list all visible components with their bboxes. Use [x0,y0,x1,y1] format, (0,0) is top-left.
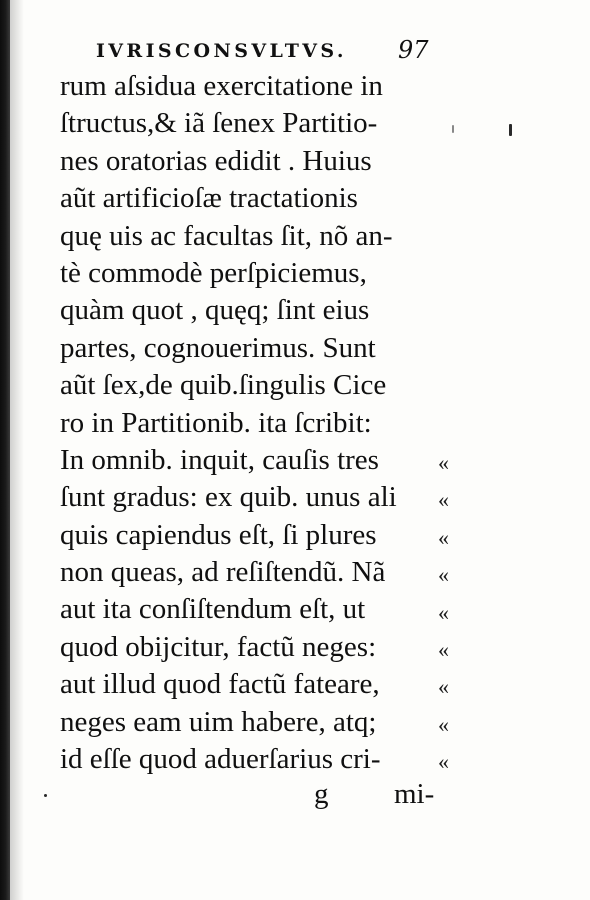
text-line: tè commodè perſpiciemus, [60,256,367,289]
text-line: ſunt gradus: ex quib. unus ali [60,481,397,514]
quote-mark: « [438,599,447,625]
text-line: aut illud quod factũ fateare, [60,668,380,701]
text-line: quod obijcitur, factũ neges: [60,630,377,663]
ink-speck [44,794,47,797]
signature-mark: g [314,778,329,810]
text-line: quàm quot , quęq; ſint eius [60,294,370,327]
running-head [96,36,436,70]
page-footer [60,772,440,812]
binding-shadow [10,0,24,900]
text-line: aũt artificioſæ tractationis [60,182,358,215]
quote-mark: « [438,450,447,475]
quote-mark: « [438,524,447,550]
text-line: nes oratorias edidit . Huius [60,144,372,177]
text-line: rum aſsidua exercitatione in [60,70,383,102]
quote-mark: « [438,562,447,588]
text-line: neges eam uim habere, atq; [60,705,377,738]
ink-speck [452,125,454,133]
page-binding-edge [0,0,10,900]
text-line: id eſſe quod aduerſarius cri- [60,743,381,776]
quote-mark: « [438,674,447,700]
quote-mark: « [438,749,447,775]
text-block [60,68,440,778]
running-title: IVRISCONSVLTVS. [96,40,347,62]
quote-mark: « [438,487,447,513]
text-line: ro in Partitionib. ita ſcribit: [60,406,372,439]
catchword: mi- [394,778,435,810]
ink-speck [509,124,512,136]
quote-mark: « [438,711,447,737]
text-line: non queas, ad reſiſtendũ. Nã [60,556,386,589]
text-line: ſtructus,& iã ſenex Partitio- [60,107,378,140]
text-line: quis capiendus eſt, ſi plures [60,518,377,551]
text-line: aũt ſex,de quib.ſingulis Cice [60,369,387,402]
quote-mark: « [438,636,447,662]
text-line: partes, cognouerimus. Sunt [60,331,376,364]
text-line: quę uis ac facultas ſit, nõ an- [60,219,393,252]
marginal-quote-marks [438,444,472,781]
text-line: aut ita conſiſtendum eſt, ut [60,593,366,626]
page-number: 97 [398,36,429,64]
text-line: In omnib. inquit, cauſis tres [60,443,379,476]
